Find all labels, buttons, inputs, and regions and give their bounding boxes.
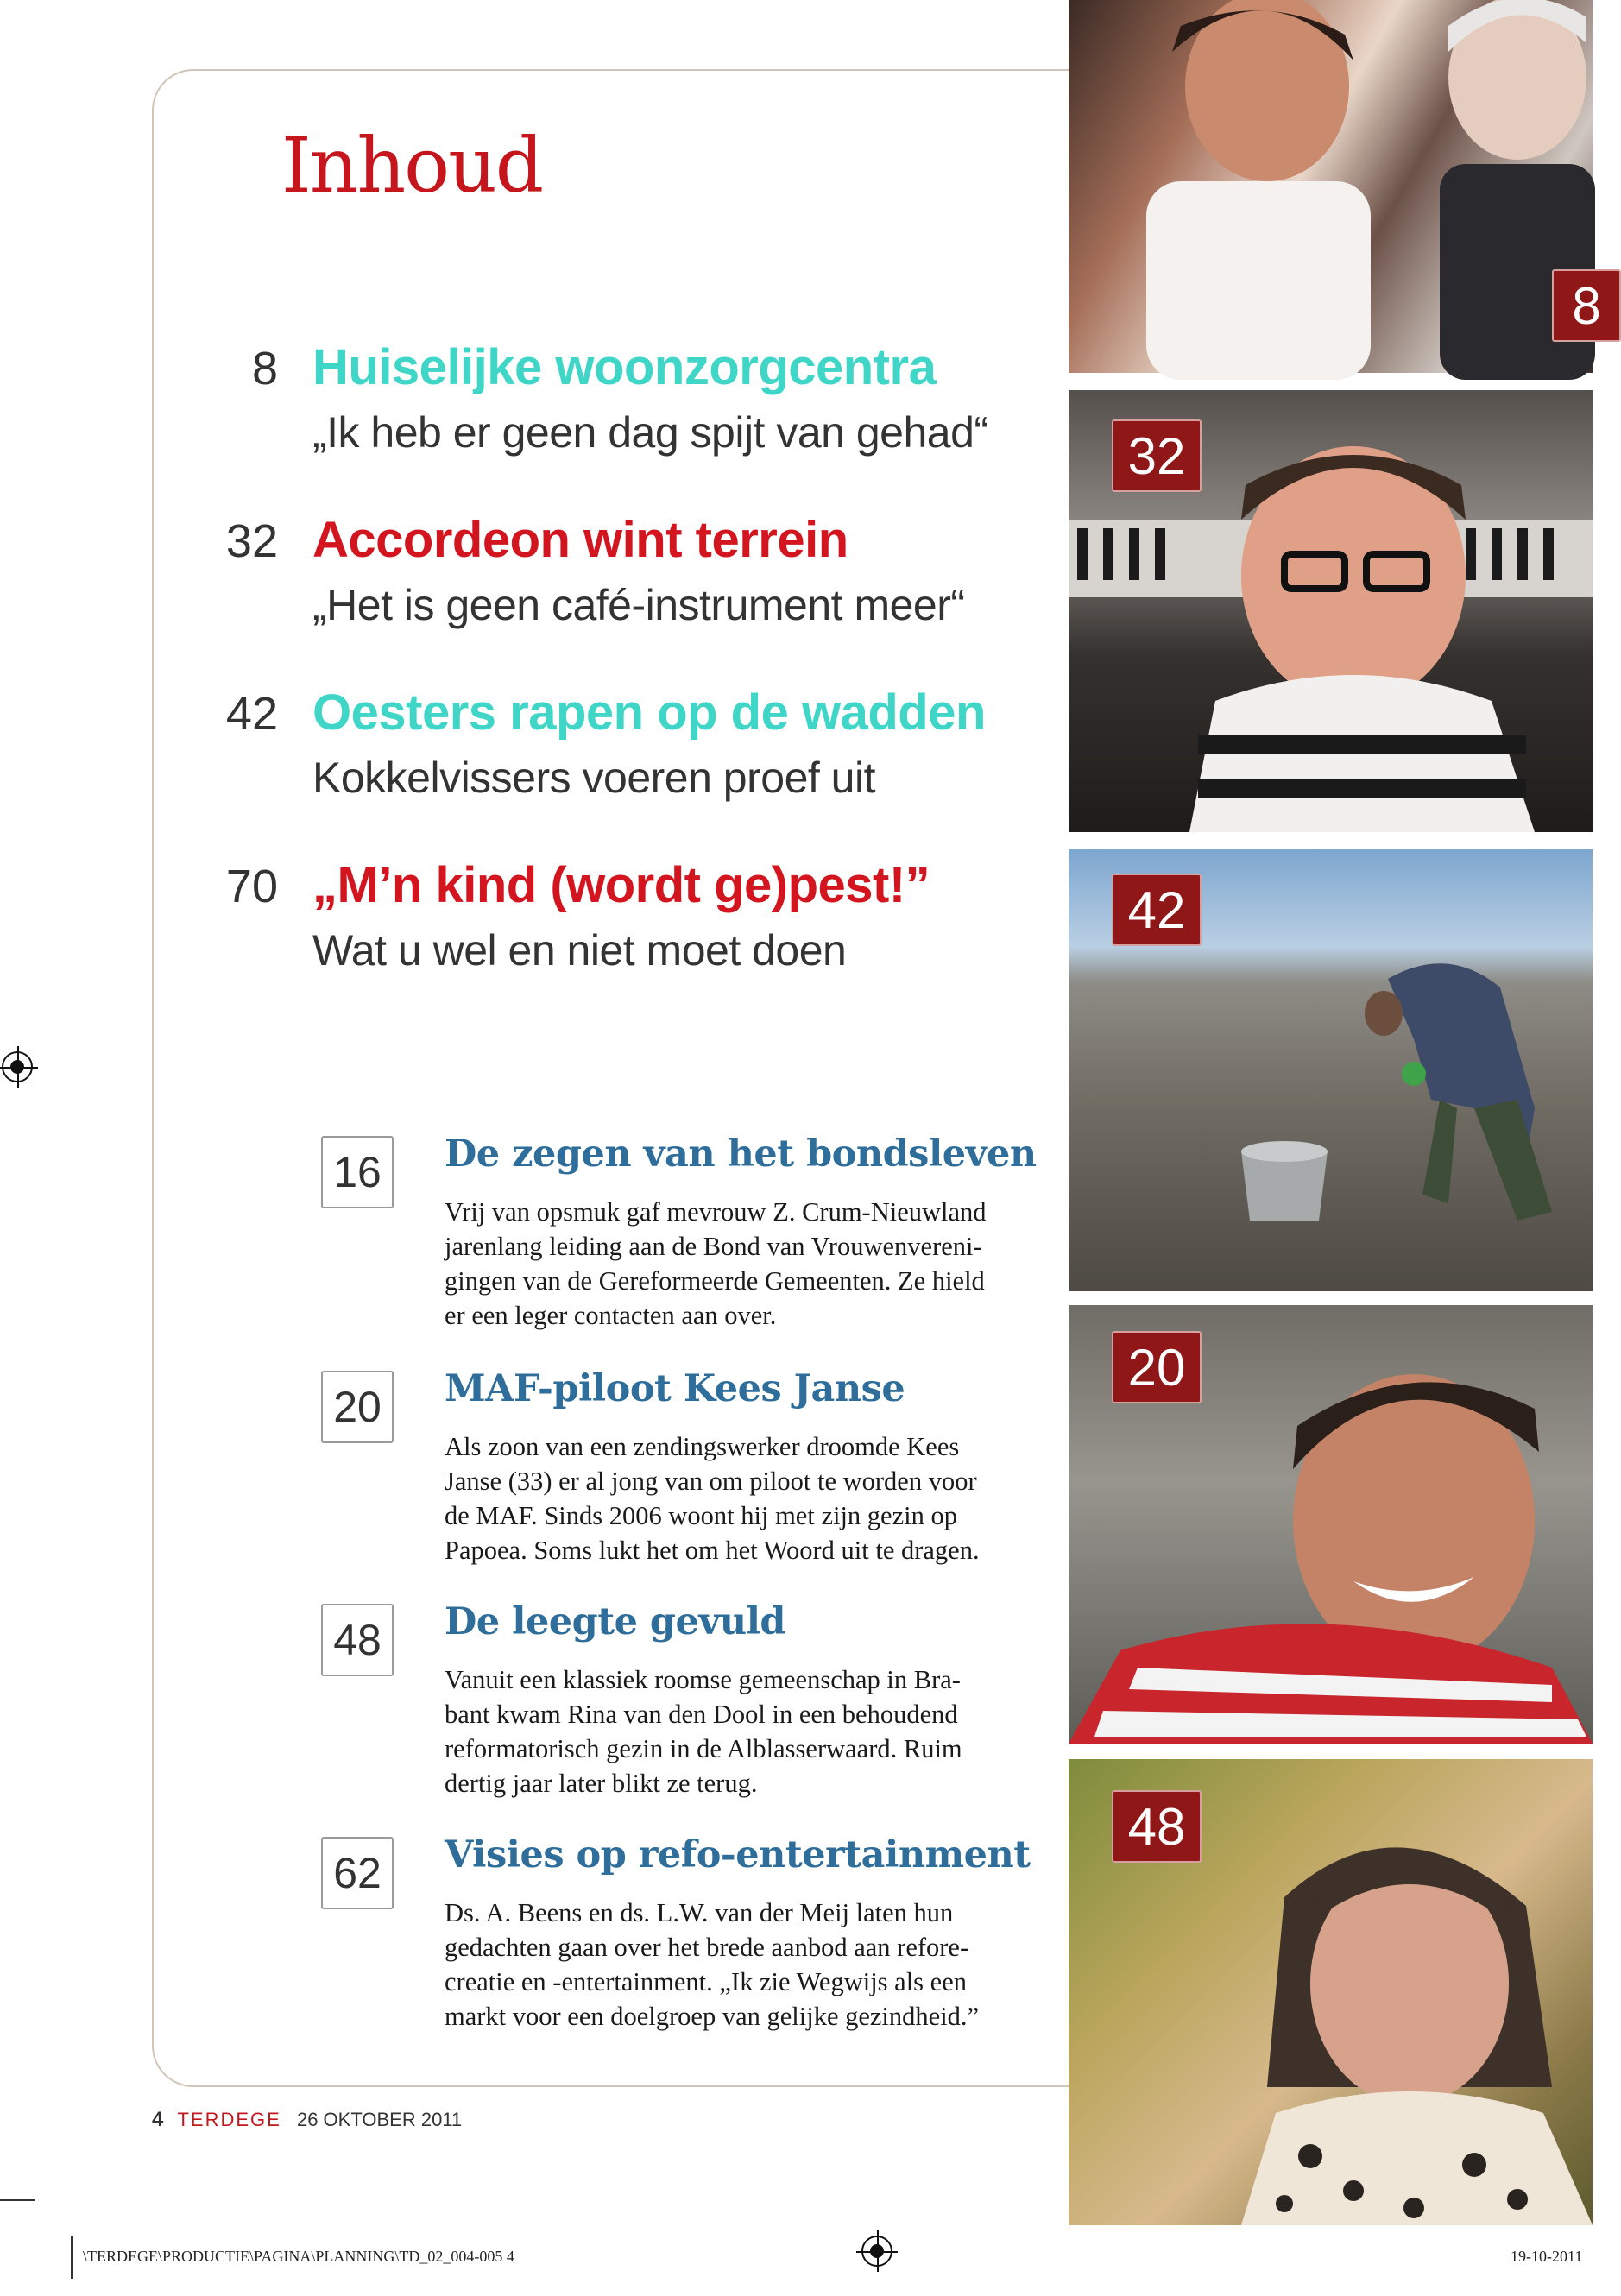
page-footer (152, 2108, 462, 2132)
photo-page-tag: 42 (1112, 874, 1202, 946)
feature-page-number: 70 (225, 861, 278, 912)
photo-woman[interactable] (1069, 1759, 1593, 2225)
feature-headline: Huiselijke woonzorgcentra (312, 339, 937, 395)
photo-pilot[interactable] (1069, 1305, 1593, 1744)
article-summary: Ds. A. Beens en ds. L.W. van der Meij laten hun gedachten gaan over het brede aanbod aan refore- creatie en -entertainment. „Ik zie Wegwijs als een markt voor een doelgroep van gelijke gezindheid.” (445, 1898, 980, 2031)
page-number-badge: 16 (321, 1136, 394, 1208)
article-summary: Als zoon van een zendingswerker droomde Kees Janse (33) er al jong van om piloot te worden voor de MAF. Sinds 2006 woont hij met zijn gezin op Papoea. Soms lukt het om het Woord uit te dragen. (445, 1432, 980, 1565)
feature-item[interactable] (129, 684, 1079, 839)
photo-oysters[interactable] (1069, 849, 1593, 1291)
page-number-badge: 20 (321, 1371, 394, 1443)
page-number-badge: 48 (321, 1604, 394, 1676)
feature-item[interactable] (129, 856, 1079, 1012)
photo-page-tag: 48 (1112, 1790, 1202, 1863)
photo-care-home-illustration (1069, 0, 1593, 373)
article-summary: Vrij van opsmuk gaf mevrouw Z. Crum-Nieuwland jarenlang leiding aan de Bond van Vrouwenvereni- gingen van de Gereformeerde Gemeenten. Ze hield er een leger contacten aan over. (445, 1197, 987, 1330)
article-summary: Vanuit een klassiek roomse gemeenschap in Bra- bant kwam Rina van den Dool in een behoudend reformatorisch gezin in de Alblasserwaard. Ruim dertig jaar later blikt ze terug. (445, 1665, 962, 1798)
feature-headline: Oesters rapen op de wadden (312, 684, 986, 741)
article-headline: Visies op refo-entertainment (445, 1833, 1031, 1877)
photo-accordion[interactable] (1069, 390, 1593, 832)
feature-item[interactable] (129, 338, 1079, 494)
page-title: Inhoud (281, 121, 543, 210)
print-slug-path: \TERDEGE\PRODUCTIE\PAGINA\PLANNING\TD_02_004-005 4 (83, 2248, 514, 2265)
registration-mark-icon (861, 2236, 892, 2267)
feature-subline: „Het is geen café-instrument meer“ (312, 581, 965, 629)
feature-page-number: 42 (225, 688, 278, 740)
photo-page-tag: 32 (1112, 419, 1202, 492)
article-headline: De leegte gevuld (445, 1600, 785, 1643)
feature-headline: Accordeon wint terrein (312, 512, 848, 568)
magazine-name: TERDEGE (177, 2109, 281, 2130)
crop-mark (0, 2199, 35, 2201)
feature-page-number: 32 (225, 515, 278, 567)
feature-headline: „M’n kind (wordt ge)pest!” (312, 857, 930, 913)
photo-page-tag: 20 (1112, 1331, 1202, 1403)
registration-mark-icon (2, 1051, 33, 1082)
feature-page-number: 8 (251, 343, 278, 394)
page-number-badge: 62 (321, 1837, 394, 1909)
feature-subline: Kokkelvissers voeren proef uit (312, 754, 875, 802)
feature-subline: Wat u wel en niet moet doen (312, 926, 847, 975)
issue-date: 26 OKTOBER 2011 (296, 2109, 463, 2130)
page-number: 4 (152, 2108, 164, 2131)
article-headline: MAF-piloot Kees Janse (445, 1367, 905, 1410)
print-slug-date: 19-10-2011 (1511, 2248, 1583, 2265)
article-headline: De zegen van het bondsleven (445, 1132, 1037, 1176)
feature-subline: „Ik heb er geen dag spijt van gehad“ (312, 408, 988, 457)
feature-item[interactable] (129, 511, 1079, 666)
photo-page-tag: 8 (1552, 269, 1621, 342)
photo-care-home[interactable] (1069, 0, 1601, 373)
crop-mark (71, 2236, 73, 2279)
